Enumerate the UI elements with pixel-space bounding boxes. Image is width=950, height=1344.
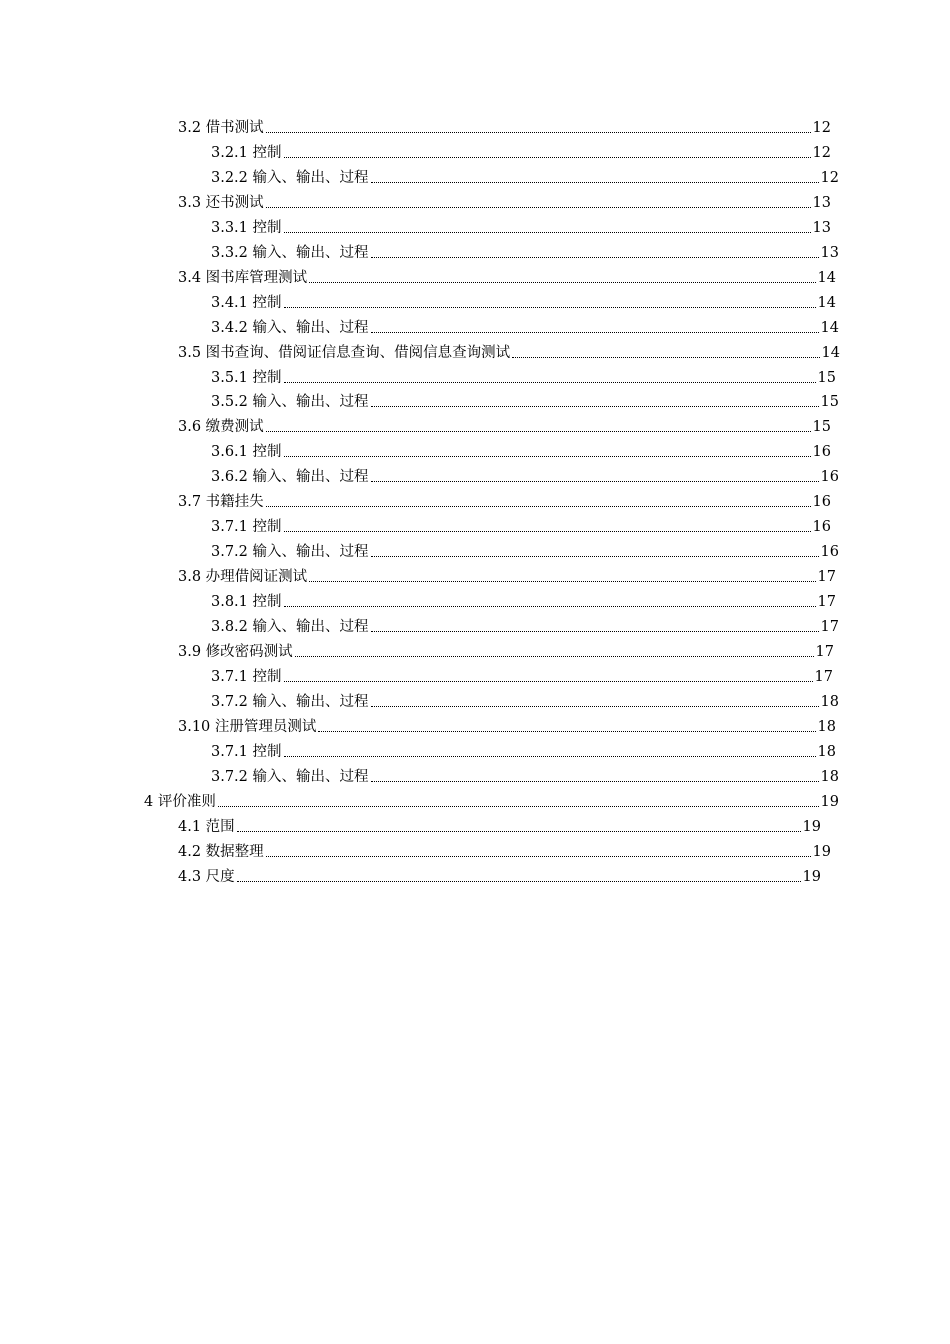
toc-entry-title: 3.7.2 输入、输出、过程 [211,768,369,785]
toc-entry-title: 3.4 图书库管理测试 [178,269,308,286]
toc-entry[interactable] [178,117,831,139]
toc-dot-leader [284,681,813,682]
toc-dot-leader [284,456,811,457]
toc-entry-page-number: 17 [817,569,836,586]
toc-entry-page-number: 13 [812,194,831,211]
toc-entry[interactable] [211,292,836,314]
toc-dot-leader [284,232,811,233]
toc-entry[interactable] [178,816,821,838]
toc-entry-page-number: 16 [820,544,839,561]
toc-entry-title: 3.5 图书查询、借阅证信息查询、借阅信息查询测试 [178,344,511,361]
toc-dot-leader [284,606,816,607]
toc-entry-title: 4.1 范围 [178,818,235,835]
toc-entry-title: 3.8 办理借阅证测试 [178,569,308,586]
toc-entry-page-number: 18 [817,743,836,760]
toc-entry[interactable] [211,242,839,264]
toc-entry[interactable] [178,641,834,663]
toc-entry-page-number: 12 [812,120,831,136]
toc-entry-title: 3.3 还书测试 [178,194,264,211]
toc-entry-title: 3.6.2 输入、输出、过程 [211,469,369,486]
toc-entry[interactable] [211,591,836,613]
toc-entry-title: 3.2.2 输入、输出、过程 [211,169,369,186]
toc-dot-leader [266,132,811,133]
toc-entry-page-number: 18 [817,718,836,735]
toc-dot-leader [284,157,811,158]
toc-entry[interactable] [178,491,831,513]
toc-dot-leader [371,781,819,782]
toc-entry-title: 3.7.1 控制 [211,519,282,536]
toc-dot-leader [284,531,811,532]
toc-entry[interactable] [178,342,840,364]
toc-entry-title: 3.4.1 控制 [211,294,282,311]
toc-dot-leader [371,481,819,482]
toc-entry-page-number: 18 [820,768,839,785]
toc-dot-leader [284,307,816,308]
toc-entry-title: 3.10 注册管理员测试 [178,718,317,735]
toc-entry-title: 3.6.1 控制 [211,444,282,461]
toc-entry-title: 3.8.1 控制 [211,594,282,611]
toc-dot-leader [371,706,819,707]
toc-dot-leader [371,257,819,258]
toc-dot-leader [284,382,816,383]
toc-dot-leader [295,656,814,657]
toc-entry[interactable] [178,841,831,863]
toc-entry-page-number: 19 [812,843,831,860]
toc-entry-page-number: 19 [802,868,821,885]
toc-entry-page-number: 19 [820,793,839,810]
toc-dot-leader [371,556,819,557]
toc-entry[interactable] [211,691,839,713]
toc-dot-leader [371,631,819,632]
toc-entry-title: 3.3.2 输入、输出、过程 [211,244,369,261]
toc-dot-leader [266,431,811,432]
toc-entry[interactable] [211,466,839,488]
toc-entry-page-number: 15 [817,369,836,386]
toc-entry-page-number: 17 [820,619,839,635]
toc-entry-page-number: 12 [820,169,839,186]
toc-entry-page-number: 18 [820,693,839,710]
toc-entry[interactable] [211,516,831,538]
toc-dot-leader [237,831,801,832]
toc-entry-page-number: 14 [821,344,840,361]
toc-dot-leader [512,357,819,358]
toc-entry-title: 3.5.2 输入、输出、过程 [211,394,369,411]
toc-entry[interactable] [211,142,831,164]
toc-entry[interactable] [178,416,831,438]
toc-entry-title: 3.6 缴费测试 [178,419,264,436]
toc-entry-title: 4.3 尺度 [178,868,235,885]
toc-dot-leader [266,856,811,857]
toc-entry[interactable] [211,317,839,339]
toc-entry[interactable] [178,716,836,738]
toc-entry-page-number: 17 [815,643,834,660]
toc-entry[interactable] [144,791,839,813]
toc-dot-leader [218,806,819,807]
toc-entry[interactable] [211,367,836,389]
toc-entry-page-number: 16 [812,494,831,511]
toc-entry-page-number: 16 [812,444,831,461]
toc-entry-title: 3.7 书籍挂失 [178,494,264,511]
toc-entry[interactable] [211,741,836,763]
toc-dot-leader [309,581,815,582]
toc-dot-leader [237,881,801,882]
toc-dot-leader [371,332,819,333]
toc-entry-page-number: 14 [817,269,836,286]
toc-entry[interactable] [211,167,839,189]
toc-entry-page-number: 14 [820,319,839,336]
toc-entry-title: 3.8.2 输入、输出、过程 [211,619,369,635]
toc-entry[interactable] [178,566,836,588]
toc-entry-page-number: 16 [820,469,839,486]
toc-dot-leader [371,406,819,407]
toc-entry[interactable] [211,766,839,788]
toc-entry[interactable] [178,866,821,888]
toc-dot-leader [371,182,819,183]
toc-entry-title: 3.3.1 控制 [211,219,282,236]
toc-entry[interactable] [211,391,839,413]
toc-dot-leader [266,506,811,507]
toc-entry-title: 3.7.1 控制 [211,668,282,685]
toc-entry-title: 3.2.1 控制 [211,144,282,161]
toc-entry-title: 3.4.2 输入、输出、过程 [211,319,369,336]
toc-entry[interactable] [211,217,831,239]
toc-entry[interactable] [178,192,831,214]
toc-entry-page-number: 17 [814,668,833,685]
toc-entry[interactable] [211,616,839,638]
toc-entry-page-number: 16 [812,519,831,536]
toc-entry-page-number: 15 [820,394,839,411]
toc-dot-leader [266,207,811,208]
toc-entry-page-number: 12 [812,144,831,161]
toc-entry[interactable] [211,666,833,688]
toc-entry-title: 4.2 数据整理 [178,843,264,860]
toc-entry[interactable] [211,541,839,563]
toc-entry-page-number: 13 [812,219,831,236]
toc-entry-title: 3.5.1 控制 [211,369,282,386]
toc-entry[interactable] [178,267,836,289]
toc-entry-title: 3.2 借书测试 [178,120,264,136]
toc-dot-leader [284,756,816,757]
toc-entry-title: 3.9 修改密码测试 [178,643,293,660]
toc-entry-page-number: 14 [817,294,836,311]
toc-entry-title: 4 评价准则 [144,793,216,810]
toc-entry-page-number: 13 [820,244,839,261]
toc-entry-title: 3.7.2 输入、输出、过程 [211,544,369,561]
toc-entry-page-number: 19 [802,818,821,835]
toc-entry-title: 3.7.1 控制 [211,743,282,760]
toc-entry[interactable] [211,441,831,463]
toc-entry-page-number: 15 [812,419,831,436]
toc-entry-title: 3.7.2 输入、输出、过程 [211,693,369,710]
toc-dot-leader [318,731,815,732]
toc-entry-page-number: 17 [817,594,836,611]
toc-dot-leader [309,282,815,283]
